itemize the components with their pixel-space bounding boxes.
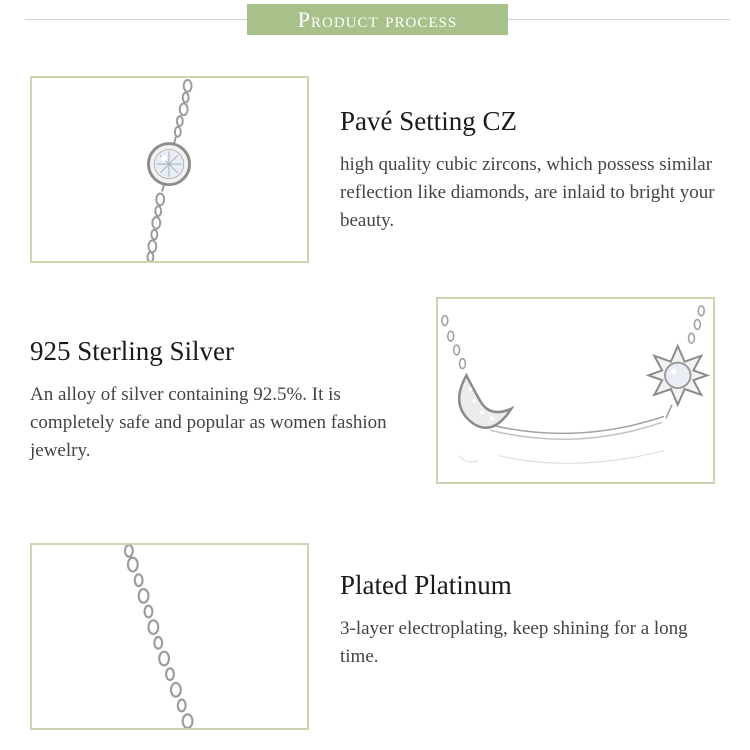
section-description: high quality cubic zircons, which possess similar reflection like diamonds, are inlaid to bright your beauty. bbox=[340, 154, 715, 231]
section-title: Plated Platinum bbox=[340, 570, 512, 600]
product-image-chain bbox=[30, 543, 309, 730]
section-title: Pavé Setting CZ bbox=[340, 106, 517, 136]
product-image-zircon bbox=[30, 76, 309, 263]
section-plated-platinum bbox=[340, 570, 730, 671]
section-sterling-silver bbox=[30, 336, 400, 465]
header-divider-right bbox=[508, 19, 730, 20]
product-image-moon-sun bbox=[436, 297, 715, 484]
moon-sun-pendant-illustration bbox=[438, 299, 713, 482]
page-title: Product process bbox=[297, 6, 458, 32]
section-title: 925 Sterling Silver bbox=[30, 336, 234, 366]
chain-links-illustration bbox=[32, 545, 307, 728]
section-description: 3-layer electroplating, keep shining for a long time. bbox=[340, 618, 688, 667]
section-pave-setting bbox=[340, 106, 730, 235]
header-banner bbox=[247, 4, 508, 35]
zircon-chain-illustration bbox=[32, 78, 307, 261]
section-description: An alloy of silver containing 92.5%. It is completely safe and popular as women fashion jewelry. bbox=[30, 384, 387, 461]
header-divider-left bbox=[25, 19, 247, 20]
